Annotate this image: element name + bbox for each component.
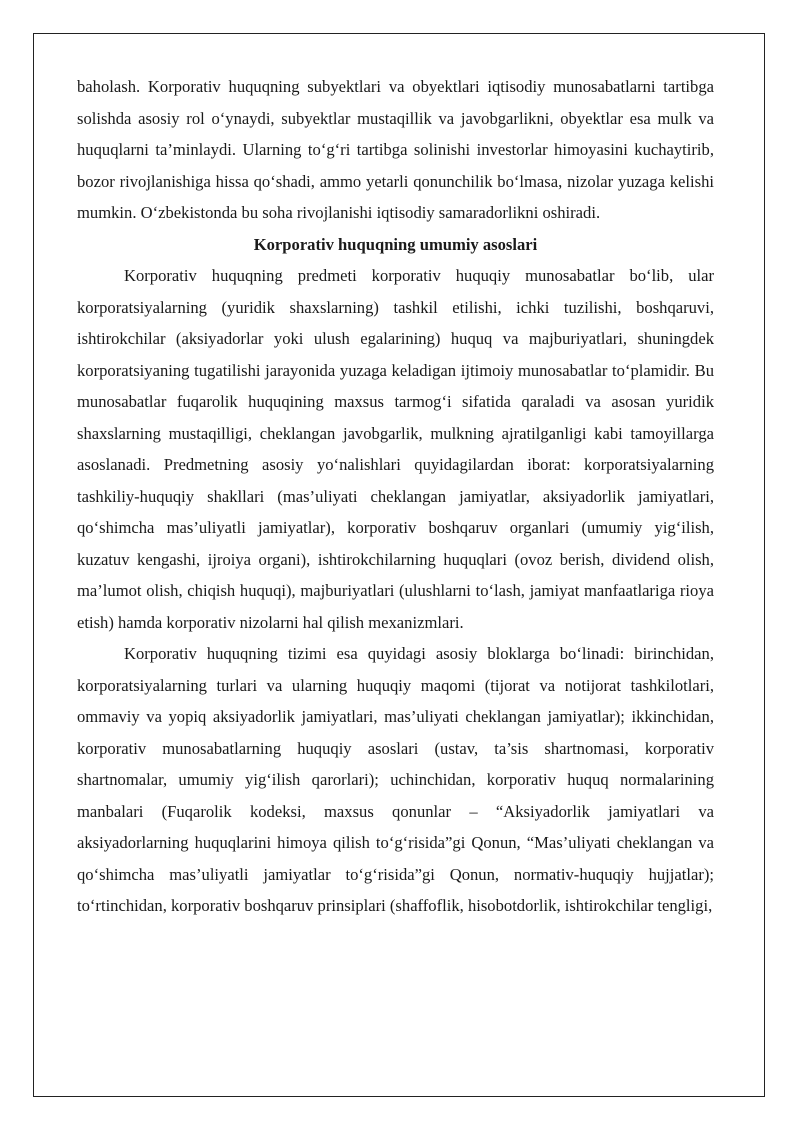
paragraph-continued: baholash. Korporativ huquqning subyektlari va obyektlari iqtisodiy munosabatlarni tartibga solishda asosiy rol o‘ynaydi, subyektlar mustaqillik va javobgarlikni, obyektlar esa mulk va huquqlarni ta’minlaydi. Ularning to‘g‘ri tartibga solinishi investorlar himoyasini kuchaytirib, bozor rivojlanishiga hissa qo‘shadi, ammo yetarli qonunchilik bo‘lmasa, nizolar yuzaga kelishi mumkin. O‘zbekistonda bu soha rivojlanishi iqtisodiy samaradorlikni oshiradi.	[77, 77, 714, 222]
paragraph-system: Korporativ huquqning tizimi esa quyidagi asosiy bloklarga bo‘linadi: birinchidan, korporatsiyalarning turlari va ularning huquqiy maqomi (tijorat va notijorat tashkilotlari, ommaviy va yopiq aksiyadorlik jamiyatlari, mas’uliyati cheklangan jamiyatlar); ikkinchidan, korporativ munosabatlarning huquqiy asoslari (ustav, ta’sis shartnomasi, korporativ shartnomalar, umumiy yig‘ilish qarorlari); uchinchidan, korporativ huquq normalarining manbalari (Fuqarolik kodeksi, maxsus qonunlar – “Aksiyadorlik jamiyatlari va aksiyadorlarning huquqlarini himoya qilish to‘g‘risida”gi Qonun, “Mas’uliyati cheklangan va qo‘shimcha mas’uliyatli jamiyatlar to‘g‘risida”gi Qonun, normativ-huquqiy hujjatlar); to‘rtinchidan, korporativ boshqaruv prinsiplari (shaffoflik, hisobotdorlik, ishtirokchilar tengligi,	[77, 644, 714, 915]
document-body	[77, 71, 714, 922]
section-heading: Korporativ huquqning umumiy asoslari	[253, 234, 538, 254]
paragraph-subject: Korporativ huquqning predmeti korporativ huquqiy munosabatlar bo‘lib, ular korporatsiyalarning (yuridik shaxslarning) tashkil etilishi, ichki tuzilishi, boshqaruvi, ishtirokchilar (aksiyadorlar yoki ulush egalarining) huquq va majburiyatlari, shuningdek korporatsiyaning tugatilishi jarayonida yuzaga keladigan ijtimoiy munosabatlar to‘plamidir. Bu munosabatlar fuqarolik huquqining maxsus tarmog‘i sifatida qaraladi va asosan yuridik shaxslarning mustaqilligi, cheklangan javobgarlik, mulkning ajratilganligi kabi tamoyillarga asoslanadi. Predmetning asosiy yo‘nalishlari quyidagilardan iborat: korporatsiyalarning tashkiliy-huquqiy shakllari (mas’uliyati cheklangan jamiyatlar, aksiyadorlik jamiyatlari, qo‘shimcha mas’uliyatli jamiyatlar), korporativ boshqaruv organlari (umumiy yig‘ilish, kuzatuv kengashi, ijroiya organi), ishtirokchilarning huquqlari (ovoz berish, dividend olish, ma’lumot olish, chiqish huquqi), majburiyatlari (ulushlarni to‘lash, jamiyat manfaatlariga rioya etish) hamda korporativ nizolarni hal qilish mexanizmlari.	[77, 266, 714, 632]
